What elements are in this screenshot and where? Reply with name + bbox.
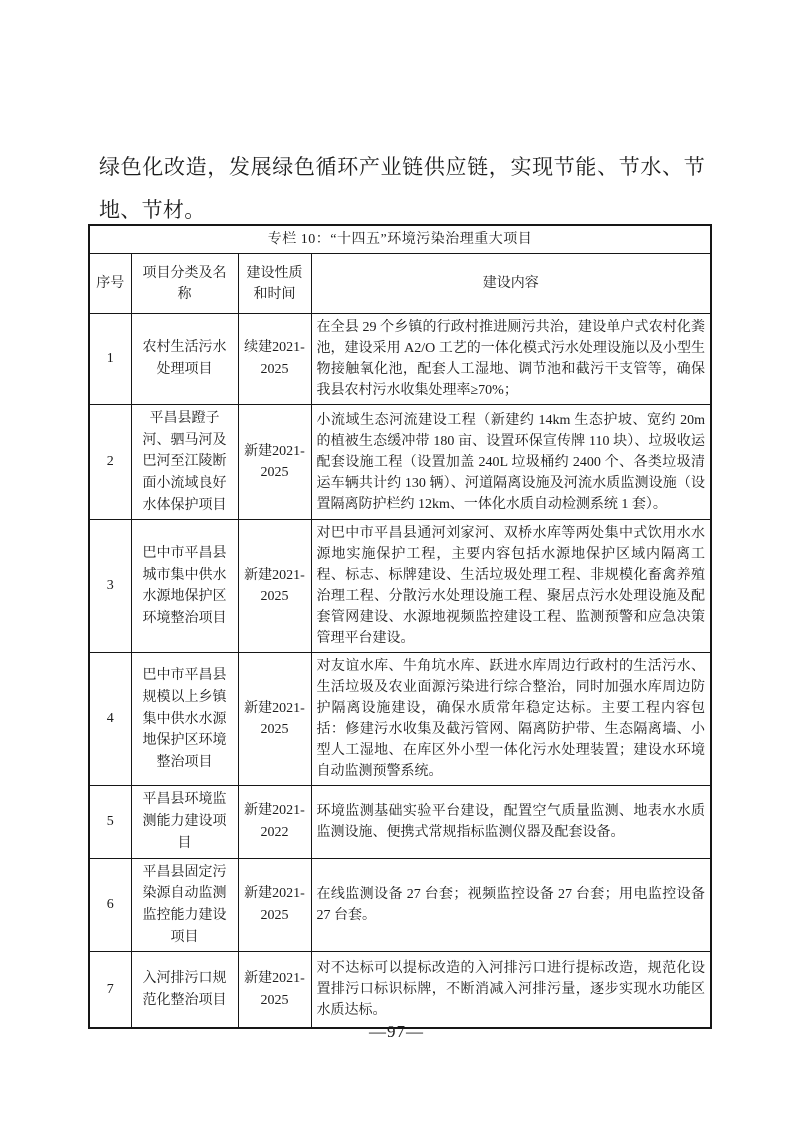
page-number: —97— [369,1022,424,1041]
table-row [89,858,711,952]
row-index: 4 [89,653,131,786]
nature-period: 2021-2022 [260,803,305,840]
row-index: 6 [89,858,131,952]
nature-period: 2021-2025 [260,340,305,377]
construction-nature [238,952,311,1028]
col-header-index: 序号 [89,254,131,314]
nature-period: 2021-2025 [260,700,305,738]
project-name: 农村生活污水处理项目 [131,314,238,405]
construction-content: 在线监测设备 27 台套；视频监控设备 27 台套；用电监控设备 27 台套。 [311,858,711,952]
project-name: 巴中市平昌县城市集中供水水源地保护区环境整治项目 [131,520,238,653]
table-row [89,786,711,858]
construction-content: 在全县 29 个乡镇的行政村推进厕污共治，建设单户式农村化粪池，建设采用 A2/O 工艺的一体化模式污水处理设施以及小型生物接触氧化池，配套人工湿地、调节池和截污干支管等，确保我县农村污水收集处理率≥70%； [311,314,711,405]
col-header-content: 建设内容 [311,254,711,314]
col-header-name: 项目分类及名称 [131,254,238,314]
row-index: 5 [89,786,131,858]
nature-period: 2021-2025 [260,443,305,481]
construction-content: 对巴中市平昌县通河刘家河、双桥水库等两处集中式饮用水水源地实施保护工程，主要内容包括水源地保护区域内隔离工程、标志、标牌建设、生活垃圾处理工程、非规模化畜禽养殖治理工程、分散污水处理设施工程、聚居点污水处理设施及配套管网建设、水源地视频监控建设工程、监测预警和应急决策管理平台建设。 [311,520,711,653]
nature-label: 新建 [244,700,273,716]
col-header-nature: 建设性质和时间 [238,254,311,314]
table-title-row [89,225,711,254]
table-title: 专栏 10：“十四五”环境污染治理重大项目 [89,225,711,254]
project-name: 巴中市平昌县规模以上乡镇集中供水水源地保护区环境整治项目 [131,653,238,786]
row-index: 3 [89,520,131,653]
construction-content: 对不达标可以提标改造的入河排污口进行提标改造，规范化设置排污口标识标牌，不断消减入河排污量，逐步实现水功能区水质达标。 [311,952,711,1028]
project-name: 平昌县环境监测能力建设项目 [131,786,238,858]
construction-content: 对友谊水库、牛角坑水库、跃进水库周边行政村的生活污水、生活垃圾及农业面源污染进行综合整治，同时加强水库周边防护隔离设施建设，确保水质常年稳定达标。主要工程内容包括：修建污水收集及截污管网、隔离防护带、生态隔离墙、小型人工湿地、在库区外小型一体化污水处理装置；建设水环境自动监测预警系统。 [311,653,711,786]
construction-nature [238,405,311,520]
row-index: 7 [89,952,131,1028]
nature-label: 新建 [244,803,273,819]
nature-label: 新建 [244,886,273,902]
nature-period: 2021-2025 [260,567,305,605]
table-row [89,520,711,653]
nature-label: 新建 [244,970,273,986]
project-name: 平昌县蹬子河、驷马河及巴河至江陵断面小流域良好水体保护项目 [131,405,238,520]
project-name: 平昌县固定污染源自动监测监控能力建设项目 [131,858,238,952]
project-name: 入河排污口规范化整治项目 [131,952,238,1028]
nature-label: 新建 [244,567,273,583]
construction-nature [238,786,311,858]
nature-period: 2021-2025 [260,886,305,923]
table-row [89,653,711,786]
row-index: 1 [89,314,131,405]
construction-content: 环境监测基础实验平台建设，配置空气质量监测、地表水水质监测设施、便携式常规指标监测仪器及配套设备。 [311,786,711,858]
construction-nature [238,653,311,786]
table-row [89,405,711,520]
construction-nature [238,314,311,405]
table-row [89,314,711,405]
construction-nature [238,858,311,952]
table-row [89,952,711,1028]
nature-period: 2021-2025 [260,970,305,1008]
projects-table [88,224,712,1029]
construction-nature [238,520,311,653]
nature-label: 新建 [244,443,273,459]
construction-content: 小流域生态河流建设工程（新建约 14km 生态护坡、宽约 20m 的植被生态缓冲带 180 亩、设置环保宣传牌 110 块）、垃圾收运配套设施工程（设置加盖 240L 垃圾桶约 2400 个、各类垃圾清运车辆共计约 130 辆）、河道隔离设施及河流水质监测设施（设置隔离防护栏约 12km、一体化水质自动检测系统 1 套）。 [311,405,711,520]
nature-label: 续建 [244,340,273,356]
row-index: 2 [89,405,131,520]
table-header-row [89,254,711,314]
intro-paragraph: 绿色化改造，发展绿色循环产业链供应链，实现节能、节水、节地、节材。 [99,155,705,223]
